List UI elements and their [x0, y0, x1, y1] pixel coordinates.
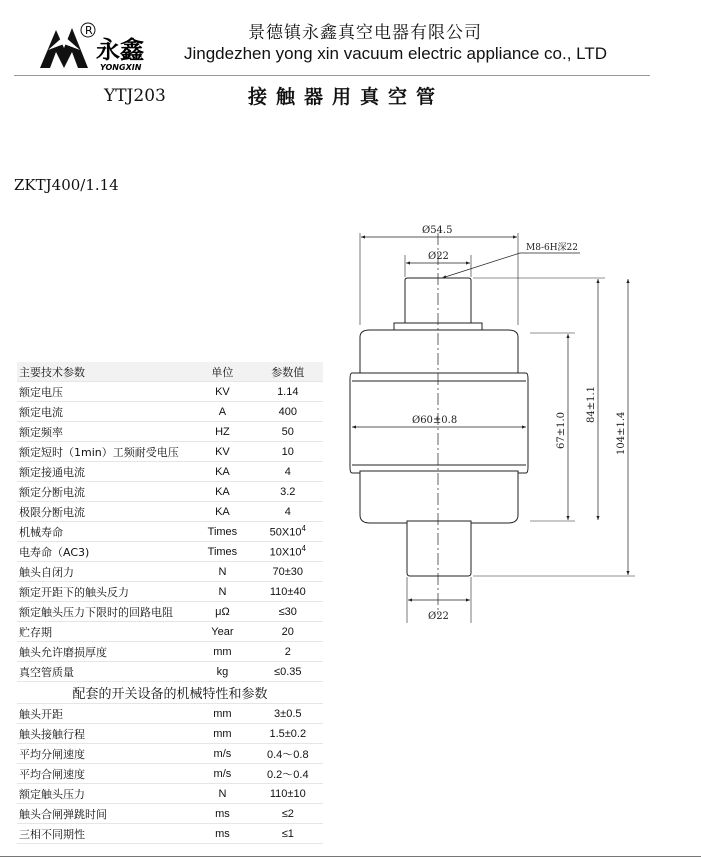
- param-unit: ms: [192, 804, 252, 824]
- param-unit: KV: [192, 382, 252, 402]
- param-value-text: 0.2～0.4: [266, 768, 309, 781]
- dim-stud-bottom: Ø22: [428, 611, 449, 622]
- param-value: [253, 582, 323, 602]
- param-name: 额定开距下的触头反力: [17, 582, 192, 602]
- param-value: [253, 562, 323, 582]
- param-name: 额定触头压力下限时的回路电阻: [17, 602, 192, 622]
- dim-body-diameter: Ø60±0.8: [412, 415, 458, 426]
- param-name: 平均合闸速度: [17, 764, 192, 784]
- param-name: 平均分闸速度: [17, 744, 192, 764]
- param-value-text: 110±10: [269, 787, 306, 800]
- param-value: [253, 724, 323, 744]
- param-value-text: 0.4～0.8: [266, 748, 309, 761]
- dim-67: 67±1.0: [556, 411, 567, 449]
- param-value: [253, 542, 323, 562]
- param-value-text: 10: [281, 445, 294, 458]
- thread-note: M8-6H深22: [526, 243, 579, 253]
- param-unit: μΩ: [192, 602, 252, 622]
- param-name: 额定分断电流: [17, 482, 192, 502]
- param-value-text: 2: [284, 645, 291, 658]
- param-value-text: 3±0.5: [274, 707, 302, 720]
- column-header-param: 主要技术参数: [17, 362, 192, 382]
- dim-stud-top: Ø22: [428, 251, 449, 262]
- param-value-text: 1.5±0.2: [269, 727, 307, 740]
- table-row: [17, 704, 323, 724]
- param-value-text: ≤2: [281, 807, 294, 820]
- param-value-text: ≤0.35: [274, 665, 302, 678]
- param-unit: A: [192, 402, 252, 422]
- param-value: [253, 622, 323, 642]
- param-name: 额定电流: [17, 402, 192, 422]
- param-unit: KA: [192, 502, 252, 522]
- footer-divider: [0, 856, 701, 857]
- product-subtype: ZKTJ400/1.14: [14, 176, 119, 194]
- table-row: [17, 764, 323, 784]
- dim-104: 104±1.4: [616, 411, 627, 455]
- upper-body: [360, 330, 518, 377]
- param-value: [253, 522, 323, 542]
- table-row: [17, 562, 323, 582]
- company-name-cn: 景德镇永鑫真空电器有限公司: [248, 23, 482, 43]
- param-name: 三相不同期性: [17, 824, 192, 844]
- param-name: 触头开距: [17, 704, 192, 724]
- column-header-unit: 单位: [192, 362, 252, 382]
- param-value: [253, 704, 323, 724]
- param-unit: KA: [192, 482, 252, 502]
- table-row: [17, 522, 323, 542]
- param-unit: Times: [192, 522, 252, 542]
- table-row: [17, 622, 323, 642]
- section-row: [17, 682, 323, 704]
- param-name: 触头接触行程: [17, 724, 192, 744]
- param-unit: Times: [192, 542, 252, 562]
- param-name: 额定触头压力: [17, 784, 192, 804]
- param-name: 极限分断电流: [17, 502, 192, 522]
- param-value: [253, 482, 323, 502]
- param-name: 额定接通电流: [17, 462, 192, 482]
- param-value: [253, 824, 323, 844]
- param-value-text: 400: [278, 405, 297, 418]
- table-row: [17, 784, 323, 804]
- table-row: [17, 824, 323, 844]
- param-value-text: ≤30: [278, 605, 297, 618]
- table-row: [17, 582, 323, 602]
- column-header-value: 参数值: [253, 362, 323, 382]
- param-value: [253, 784, 323, 804]
- param-unit: ms: [192, 824, 252, 844]
- param-value-text: 1.14: [277, 385, 299, 398]
- param-unit: N: [192, 582, 252, 602]
- section-title: 配套的开关设备的机械特性和参数: [17, 682, 323, 704]
- param-value: [253, 744, 323, 764]
- param-value-text: 4: [284, 465, 291, 478]
- param-value: [253, 502, 323, 522]
- param-value-text: 50X10: [269, 526, 302, 539]
- param-unit: mm: [192, 704, 252, 724]
- param-name: 电寿命（AC3): [17, 542, 192, 562]
- param-value: [253, 382, 323, 402]
- bottom-stud: [407, 521, 471, 576]
- table-row: [17, 804, 323, 824]
- param-value: [253, 402, 323, 422]
- table-row: [17, 662, 323, 682]
- param-value-text: 50: [281, 425, 294, 438]
- param-name: 触头允许磨损厚度: [17, 642, 192, 662]
- table-header-row: [17, 362, 323, 382]
- yongxin-logo: [38, 20, 168, 72]
- table-row: [17, 502, 323, 522]
- param-value-text: 20: [281, 625, 294, 638]
- param-name: 额定频率: [17, 422, 192, 442]
- param-unit: HZ: [192, 422, 252, 442]
- param-value-text: ≤1: [281, 827, 294, 840]
- param-value: [253, 462, 323, 482]
- param-value-text: 110±40: [269, 585, 306, 598]
- param-value-text: 70±30: [272, 565, 304, 578]
- param-unit: kg: [192, 662, 252, 682]
- param-value: [253, 804, 323, 824]
- param-name: 机械寿命: [17, 522, 192, 542]
- table-row: [17, 422, 323, 442]
- param-unit: N: [192, 784, 252, 804]
- param-value: [253, 764, 323, 784]
- param-unit: m/s: [192, 764, 252, 784]
- spec-table: [17, 362, 323, 844]
- param-name: 触头合闸弹跳时间: [17, 804, 192, 824]
- table-row: [17, 602, 323, 622]
- param-name: 贮存期: [17, 622, 192, 642]
- lower-body: [360, 471, 518, 523]
- table-row: [17, 542, 323, 562]
- param-value-exponent: 4: [301, 544, 306, 554]
- param-name: 触头自闭力: [17, 562, 192, 582]
- param-unit: m/s: [192, 744, 252, 764]
- param-value-exponent: 4: [301, 524, 306, 534]
- table-row: [17, 724, 323, 744]
- table-row: [17, 482, 323, 502]
- param-name: 额定短时（1min）工频耐受电压: [17, 442, 192, 462]
- param-value: [253, 422, 323, 442]
- param-unit: mm: [192, 642, 252, 662]
- table-row: [17, 642, 323, 662]
- product-title: 接触器用真空管: [248, 86, 445, 108]
- param-value: [253, 662, 323, 682]
- table-row: [17, 402, 323, 422]
- registered-mark: R: [85, 24, 93, 37]
- param-unit: KA: [192, 462, 252, 482]
- param-value-text: 4: [284, 505, 291, 518]
- logo-emblem-icon: [40, 28, 88, 68]
- param-value-text: 3.2: [280, 485, 296, 498]
- logo-subtext: YONGXIN: [100, 63, 142, 72]
- param-name: 真空管质量: [17, 662, 192, 682]
- param-value-text: 10X10: [269, 546, 302, 559]
- model-number: YTJ203: [104, 86, 166, 106]
- table-row: [17, 442, 323, 462]
- param-value: [253, 642, 323, 662]
- vacuum-tube-drawing: [330, 215, 650, 635]
- table-row: [17, 462, 323, 482]
- dim-84: 84±1.1: [586, 385, 597, 423]
- company-name-en: Jingdezhen yong xin vacuum electric appliance co., LTD: [184, 44, 608, 63]
- param-unit: Year: [192, 622, 252, 642]
- param-unit: mm: [192, 724, 252, 744]
- param-value: [253, 602, 323, 622]
- logo-text: 永鑫: [96, 36, 144, 64]
- param-value: [253, 442, 323, 462]
- header-divider: [14, 75, 650, 76]
- table-row: [17, 744, 323, 764]
- param-name: 额定电压: [17, 382, 192, 402]
- param-unit: N: [192, 562, 252, 582]
- dim-top-width: Ø54.5: [422, 225, 453, 236]
- param-unit: KV: [192, 442, 252, 462]
- table-row: [17, 382, 323, 402]
